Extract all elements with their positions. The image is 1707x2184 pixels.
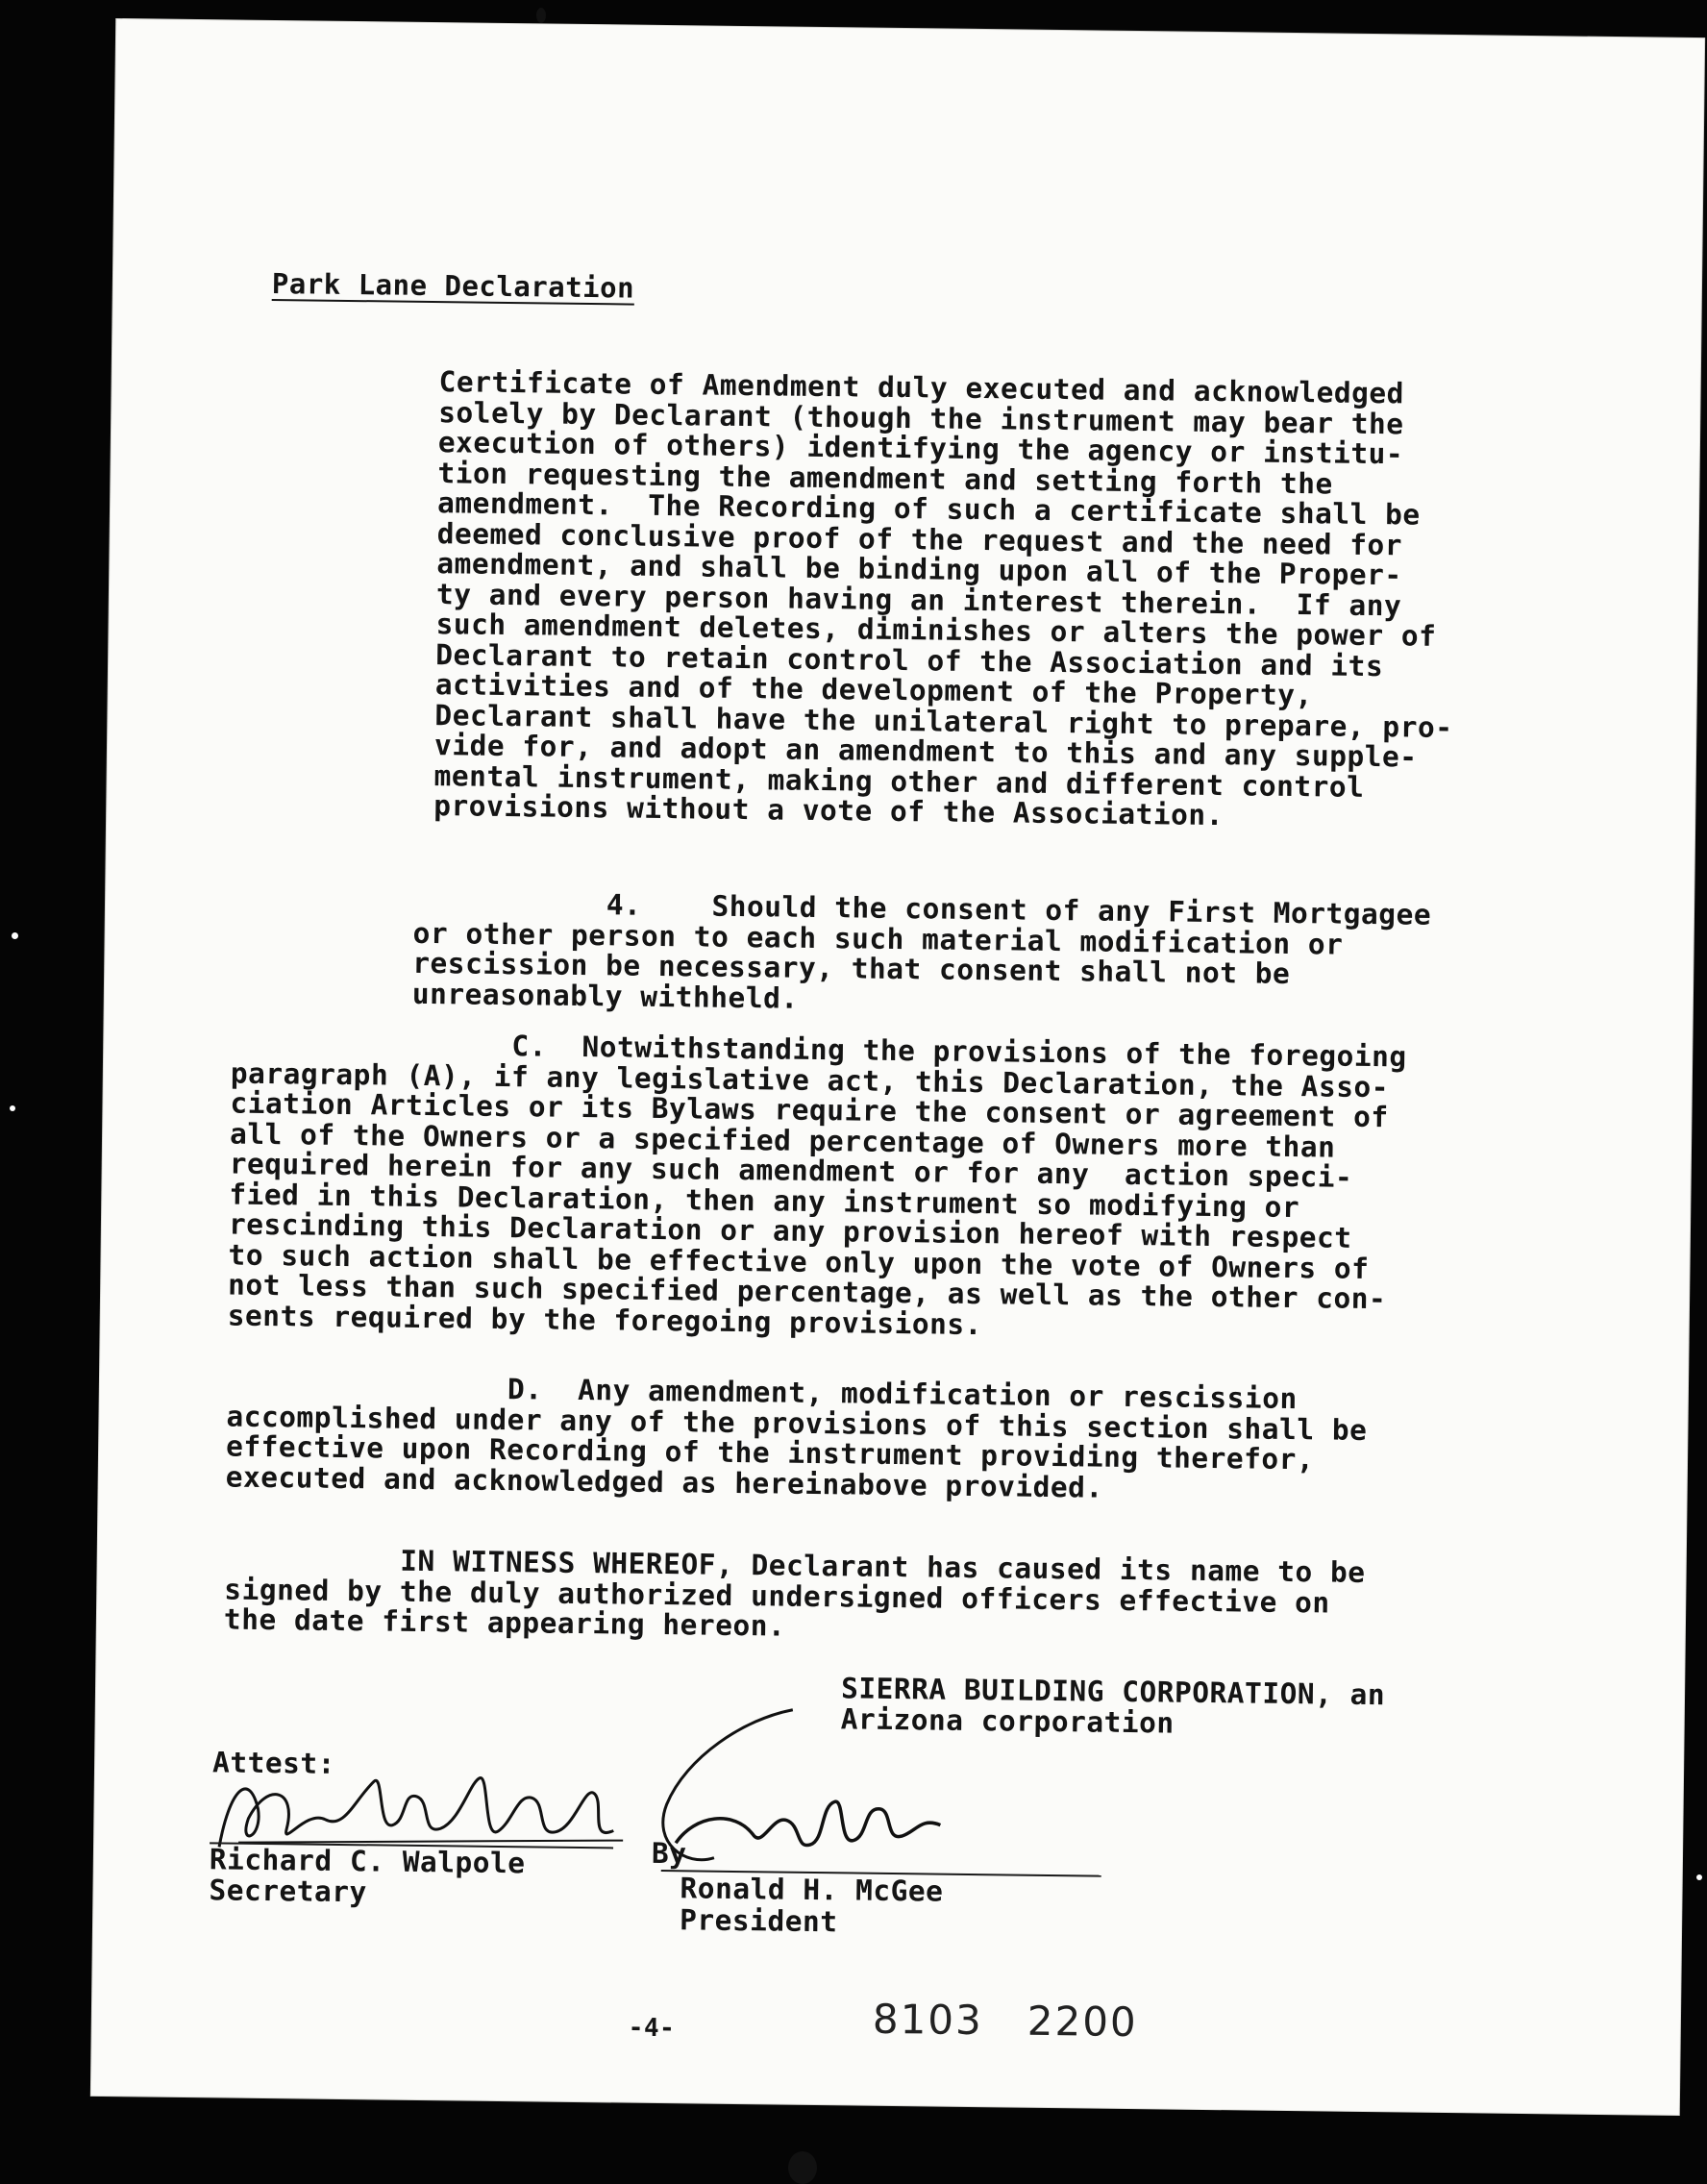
document-title: Park Lane Declaration — [271, 266, 635, 305]
edge-speck — [1696, 1874, 1702, 1880]
mortgagee-consent-paragraph: 4. Should the consent of any First Mortgagee or other person to each such material modification or rescission be necessary, that consent shall not be unreasonably withheld. — [411, 885, 1432, 1015]
corporation-name-block: SIERRA BUILDING CORPORATION, an Arizona corporation — [840, 1672, 1386, 1740]
attest-label: Attest: — [211, 1746, 336, 1780]
page-number: -4- — [628, 2013, 676, 2044]
president-name: Ronald H. McGee — [680, 1872, 944, 1908]
by-label: By — [651, 1836, 687, 1871]
secretary-title: Secretary — [209, 1874, 368, 1909]
binding-hole-bottom — [788, 2151, 817, 2184]
witness-paragraph: IN WITNESS WHEREOF, Declarant has caused its name to be signed by the duly authorized undersigned officers effective on the date first appearing hereon. — [223, 1542, 1366, 1643]
president-title: President — [679, 1903, 838, 1939]
edge-speck — [10, 1105, 15, 1111]
amendment-certificate-paragraph: Certificate of Amendment duly executed and acknowledged solely by Declarant (though the instrument may bear the execution of others) identifying the agency or institu- tion requesting the amendment and setting forth the amendment. The Recording of such a certificate shall be deemed conclusive proof of the request and the need for amendment, and shall be binding upon all of the Proper- ty and every person having an interest therein. If any such amendment deletes, diminishes or alters the power of Declarant to retain control of the Association and its activities and of the development of the Property, Declarant shall have the unilateral right to prepare, pro- vide for, and adopt an amendment to this and any supple- mental instrument, making other and different control provisions without a vote of the Association. — [433, 365, 1453, 832]
binding-hole-top — [536, 8, 546, 23]
recording-number: 8103 2200 — [872, 1995, 1139, 2047]
section-d-paragraph: D. Any amendment, modification or rescission accomplished under any of the provisions of this section shall be effective upon Recording of the instrument providing therefor, executed and acknowledged as hereinabove provided. — [225, 1369, 1368, 1504]
secretary-name: Richard C. Walpole — [209, 1843, 526, 1880]
document-page — [91, 19, 1704, 2115]
edge-speck — [12, 932, 18, 939]
section-c-paragraph: C. Notwithstanding the provisions of the foregoing paragraph (A), if any legislative act, this Declaration, the Asso- ciation Articles or its Bylaws require the consent or agreement of all of the Owners or a specified percentage of Owners more than required herein for any such amendment or for any action speci- fied in this Declaration, then any instrument so modifying or rescinding this Declaration or any provision hereof with respect to such action shall be effective only upon the vote of Owners of not less than such specified percentage, as well as the other con- sents required by the foregoing provisions. — [227, 1026, 1407, 1341]
